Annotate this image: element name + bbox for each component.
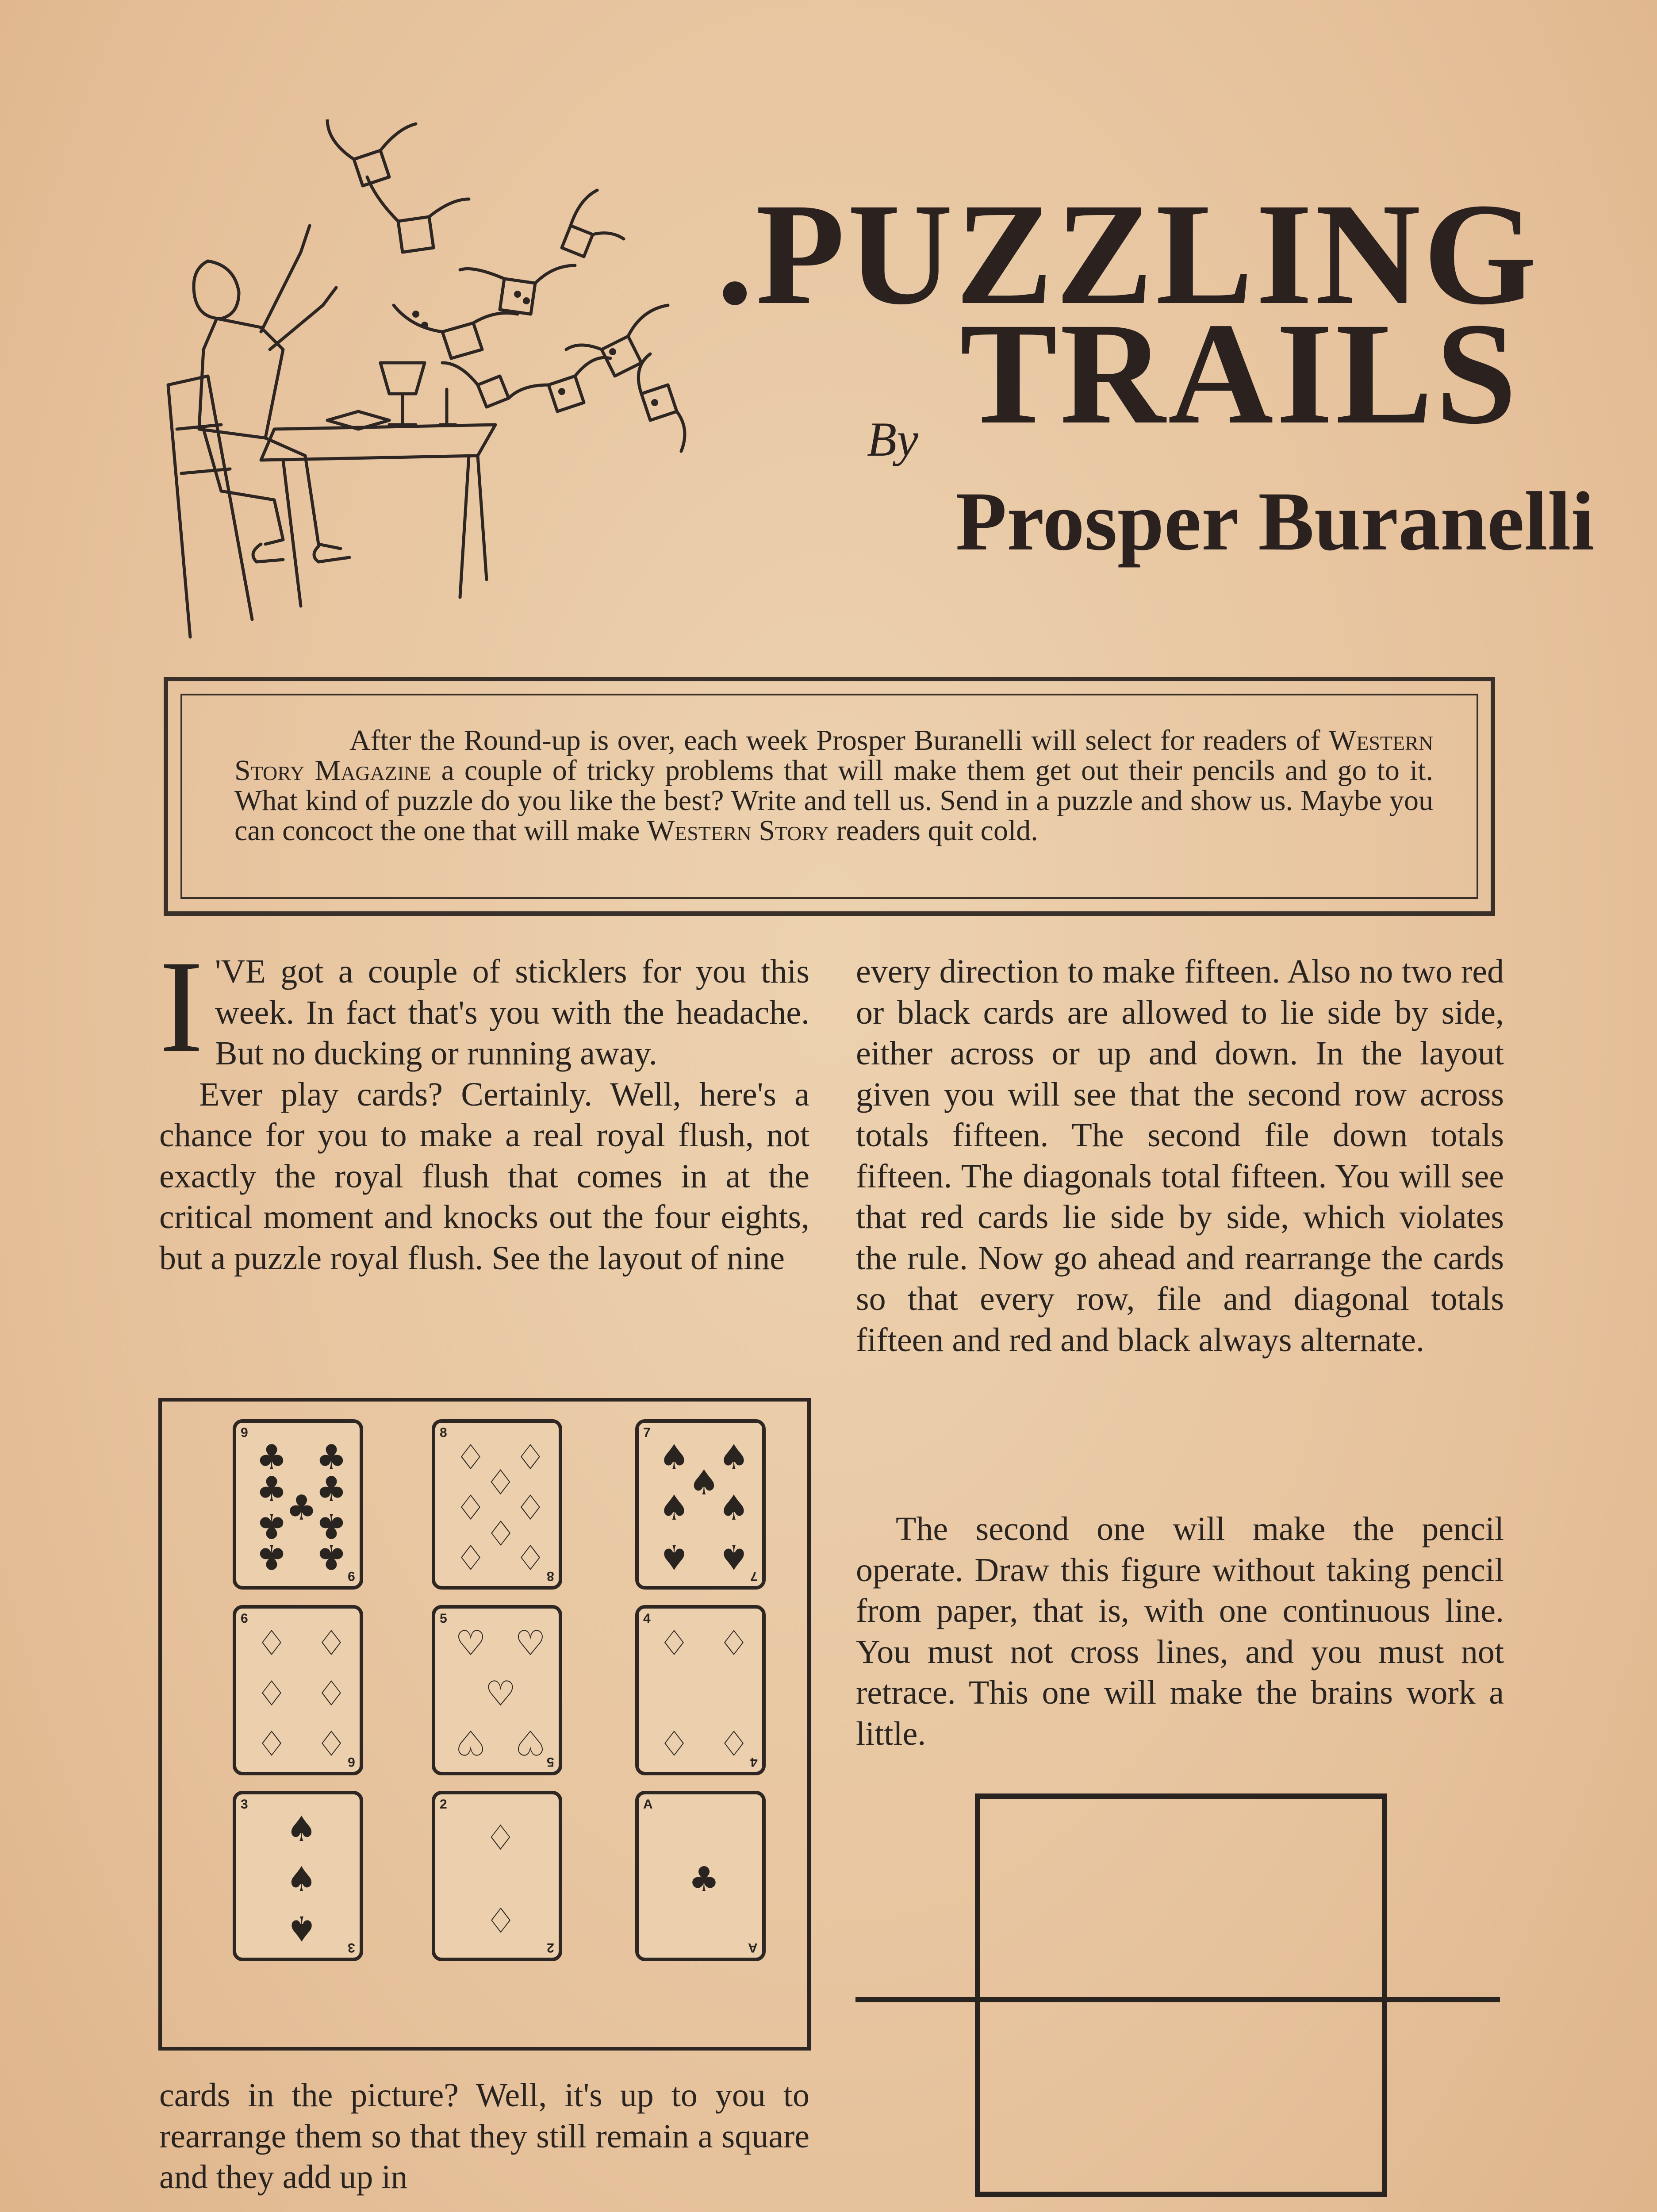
diamond-icon: ♢	[316, 1624, 347, 1663]
club-icon: ♣	[286, 1488, 317, 1528]
playing-card	[635, 1791, 766, 1961]
diamond-icon: ♢	[455, 1488, 486, 1528]
heart-icon: ♡	[455, 1722, 486, 1762]
diamond-icon: ♢	[485, 1818, 516, 1858]
playing-card	[432, 1605, 562, 1775]
card-rank-index: 8	[547, 1569, 554, 1583]
intro-text-part-3: readers quit cold.	[828, 814, 1038, 847]
heart-icon: ♡	[485, 1674, 516, 1714]
card-rank-index: 4	[643, 1611, 651, 1626]
club-icon: ♣	[316, 1536, 347, 1576]
article-paragraph-1	[159, 933, 809, 1080]
card-rank-index: 8	[440, 1425, 447, 1440]
club-icon: ♣	[316, 1505, 347, 1546]
heart-icon: ♡	[515, 1624, 546, 1663]
article-column-1-continued	[159, 2075, 809, 2198]
article-column-2	[856, 951, 1504, 1360]
spade-icon: ♠	[718, 1438, 749, 1478]
playing-card	[233, 1605, 363, 1775]
card-rank-index: 9	[348, 1569, 355, 1583]
club-icon: ♣	[316, 1438, 347, 1478]
diamond-icon: ♢	[659, 1624, 690, 1663]
card-rank-index: 3	[241, 1797, 248, 1812]
card-rank-index: A	[643, 1797, 653, 1812]
club-icon: ♣	[688, 1859, 720, 1900]
diamond-icon: ♢	[455, 1536, 486, 1576]
diamond-icon: ♢	[316, 1674, 347, 1714]
card-rank-index: 5	[547, 1755, 554, 1769]
card-rank-index: 2	[547, 1940, 554, 1955]
spade-icon: ♠	[659, 1536, 690, 1576]
article-paragraph-2: Ever play cards? Certainly. Well, here's a chance for you to make a real royal flush, not exactly the royal flush that comes in at the critical moment and knocks out the four eights, but a puzzle royal flush. See the layout of nine	[159, 1075, 809, 1277]
card-rank-index: 3	[348, 1940, 355, 1955]
playing-card	[635, 1419, 766, 1590]
card-rank-index: 6	[241, 1611, 248, 1626]
diamond-icon: ♢	[515, 1488, 546, 1528]
magazine-name-short: Western Story	[647, 814, 829, 847]
spade-icon: ♠	[286, 1809, 317, 1849]
card-rank-index: 2	[440, 1797, 447, 1812]
playing-card	[432, 1791, 562, 1961]
intro-text-part-2: a couple of tricky problems that will make them get out their pencils and go to it. What kind of puzzle do you like the best? Write and tell us. Send in a puzzle and show us. Maybe you can concoct the one that will make	[234, 754, 1433, 847]
article-column-2-continued	[856, 1509, 1504, 1754]
spade-icon: ♠	[286, 1859, 317, 1900]
heart-icon: ♡	[515, 1722, 546, 1762]
diamond-icon: ♢	[515, 1438, 546, 1478]
figure-upper-box	[978, 1796, 1385, 2000]
card-rank-index: A	[748, 1940, 758, 1955]
spade-icon: ♠	[718, 1536, 749, 1576]
title-line-1: .PUZZLING	[717, 173, 1540, 335]
club-icon: ♣	[256, 1505, 287, 1546]
intro-box	[164, 677, 1495, 916]
club-icon: ♣	[256, 1469, 287, 1509]
spade-icon: ♠	[286, 1908, 317, 1948]
line-puzzle-figure	[854, 1787, 1508, 2203]
card-rank-index: 5	[440, 1611, 447, 1626]
diamond-icon: ♢	[659, 1722, 690, 1762]
intro-text-part-1: After the Round-up is over, each week Prosper Buranelli will select for readers of	[349, 724, 1329, 757]
card-rank-index: 9	[241, 1425, 248, 1440]
club-icon: ♣	[256, 1438, 287, 1478]
article-paragraph-5: The second one will make the pencil operate. Draw this figure without taking pencil from paper, that is, with one continuous line. You must not cross lines, and you must not retrace. This one will make the brains work a little.	[856, 1510, 1504, 1752]
diamond-icon: ♢	[718, 1722, 749, 1762]
heart-icon: ♡	[455, 1624, 486, 1663]
playing-card	[432, 1419, 562, 1590]
playing-card	[233, 1791, 363, 1961]
diamond-icon: ♢	[316, 1722, 347, 1762]
spade-icon: ♠	[718, 1488, 749, 1528]
diamond-icon: ♢	[256, 1674, 287, 1714]
spade-icon: ♠	[688, 1463, 720, 1503]
diamond-icon: ♢	[515, 1536, 546, 1576]
card-rank-index: 7	[643, 1425, 651, 1440]
spade-icon: ♠	[659, 1438, 690, 1478]
playing-card	[233, 1419, 363, 1590]
diamond-icon: ♢	[256, 1722, 287, 1762]
byline-by: By	[867, 412, 919, 466]
intro-text	[234, 726, 1433, 846]
article-paragraph-3: cards in the picture? Well, it's up to you to rearrange them so that they still remain a square and they add up in	[159, 2077, 809, 2196]
diamond-icon: ♢	[485, 1512, 516, 1552]
drop-cap: I	[159, 933, 203, 1080]
diamond-icon: ♢	[256, 1624, 287, 1663]
card-rank-index: 6	[348, 1755, 355, 1769]
card-rank-index: 4	[750, 1755, 758, 1769]
club-icon: ♣	[256, 1536, 287, 1576]
spade-icon: ♠	[659, 1488, 690, 1528]
card-layout-figure	[158, 1398, 811, 2051]
diamond-icon: ♢	[485, 1899, 516, 1939]
article-paragraph-4: every direction to make fifteen. Also no two red or black cards are allowed to lie side by side, either across or up and down. In the layout given you will see that the second row across totals fifteen. The second file down totals fifteen. The diagonals total fifteen. You will see that red cards lie side by side, which violates the rule. Now go ahead and rearrange the cards so that every row, file and diagonal totals fifteen and red and black always alternate.	[856, 953, 1504, 1359]
header-illustration	[150, 119, 770, 650]
paragraph-1-text: 'VE got a couple of sticklers for you this week. In fact that's you with the headache. But no ducking or running away.	[215, 953, 809, 1072]
playing-card	[635, 1605, 766, 1775]
author-name: Prosper Buranelli	[955, 475, 1595, 568]
figure-lower-box	[978, 2000, 1385, 2194]
article-column-1	[159, 933, 809, 1279]
magazine-name: Western Story Magazine	[234, 724, 1433, 787]
diamond-icon: ♢	[485, 1463, 516, 1503]
club-icon: ♣	[316, 1469, 347, 1509]
title-line-2: TRAILS	[960, 293, 1519, 454]
card-rank-index: 7	[750, 1569, 758, 1583]
diamond-icon: ♢	[455, 1438, 486, 1478]
diamond-icon: ♢	[718, 1624, 749, 1663]
